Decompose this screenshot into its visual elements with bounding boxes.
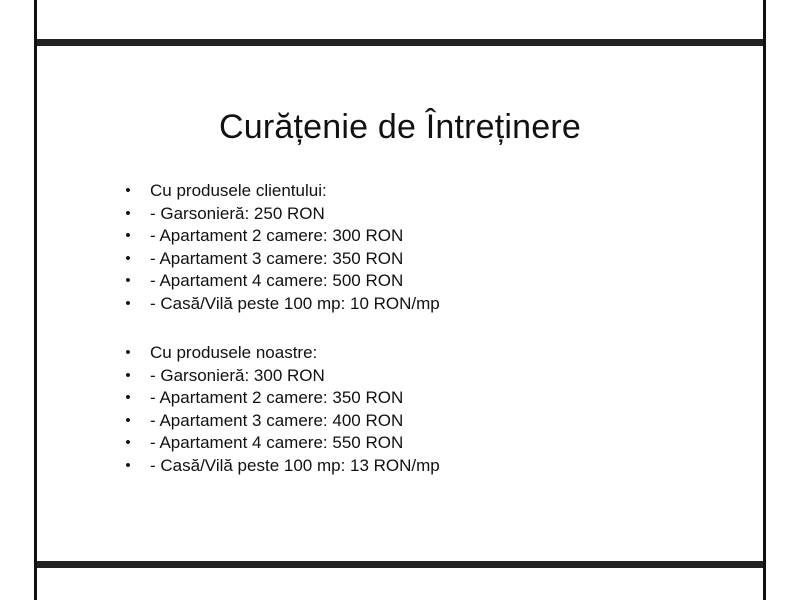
bullet-icon: • (125, 434, 131, 452)
next-page[interactable] (37, 568, 763, 600)
list-item-text: Cu produsele noastre: (150, 343, 318, 362)
bullet-icon: • (125, 344, 131, 361)
bullet-icon: • (125, 204, 131, 222)
slide-page[interactable] (37, 46, 763, 561)
previous-page[interactable] (37, 0, 763, 39)
price-list-our-products (123, 342, 440, 478)
list-item (123, 293, 440, 316)
list-item (123, 342, 440, 365)
page-border-left (34, 0, 37, 600)
bullet-icon: • (125, 294, 131, 312)
bullet-icon: • (125, 249, 131, 267)
list-item (123, 432, 440, 455)
page-separator-top (34, 39, 766, 46)
list-item-text: - Casă/Vilă peste 100 mp: 10 RON/mp (150, 293, 440, 313)
list-item-text: - Apartament 2 camere: 300 RON (150, 226, 404, 246)
bullet-icon: • (125, 227, 131, 245)
list-item-text: - Apartament 3 camere: 400 RON (150, 410, 404, 430)
list-item-text: - Casă/Vilă peste 100 mp: 13 RON/mp (150, 455, 440, 475)
bullet-icon: • (125, 366, 131, 384)
price-list-client-products (123, 180, 440, 316)
list-item (123, 387, 440, 410)
bullet-icon: • (125, 456, 131, 474)
page-separator-bottom (34, 561, 766, 568)
list-item (123, 270, 440, 293)
bullet-icon: • (125, 182, 131, 199)
bullet-icon: • (125, 272, 131, 290)
list-item (123, 455, 440, 478)
list-item (123, 225, 440, 248)
list-item (123, 203, 440, 226)
list-item-text: - Apartament 4 camere: 550 RON (150, 433, 404, 453)
list-item-text: - Apartament 3 camere: 350 RON (150, 248, 404, 268)
list-item-text: - Apartament 2 camere: 350 RON (150, 388, 404, 408)
bullet-icon: • (125, 389, 131, 407)
list-item (123, 180, 440, 203)
list-item-text: Cu produsele clientului: (150, 181, 327, 200)
page-border-right (763, 0, 766, 600)
list-item-text: - Apartament 4 camere: 500 RON (150, 271, 404, 291)
list-item (123, 248, 440, 271)
bullet-icon: • (125, 411, 131, 429)
slide-title: Curățenie de Întreținere (218, 108, 582, 146)
list-item-text: - Garsonieră: 300 RON (150, 365, 325, 385)
list-item (123, 365, 440, 388)
list-item (123, 410, 440, 433)
list-item-text: - Garsonieră: 250 RON (150, 203, 325, 223)
